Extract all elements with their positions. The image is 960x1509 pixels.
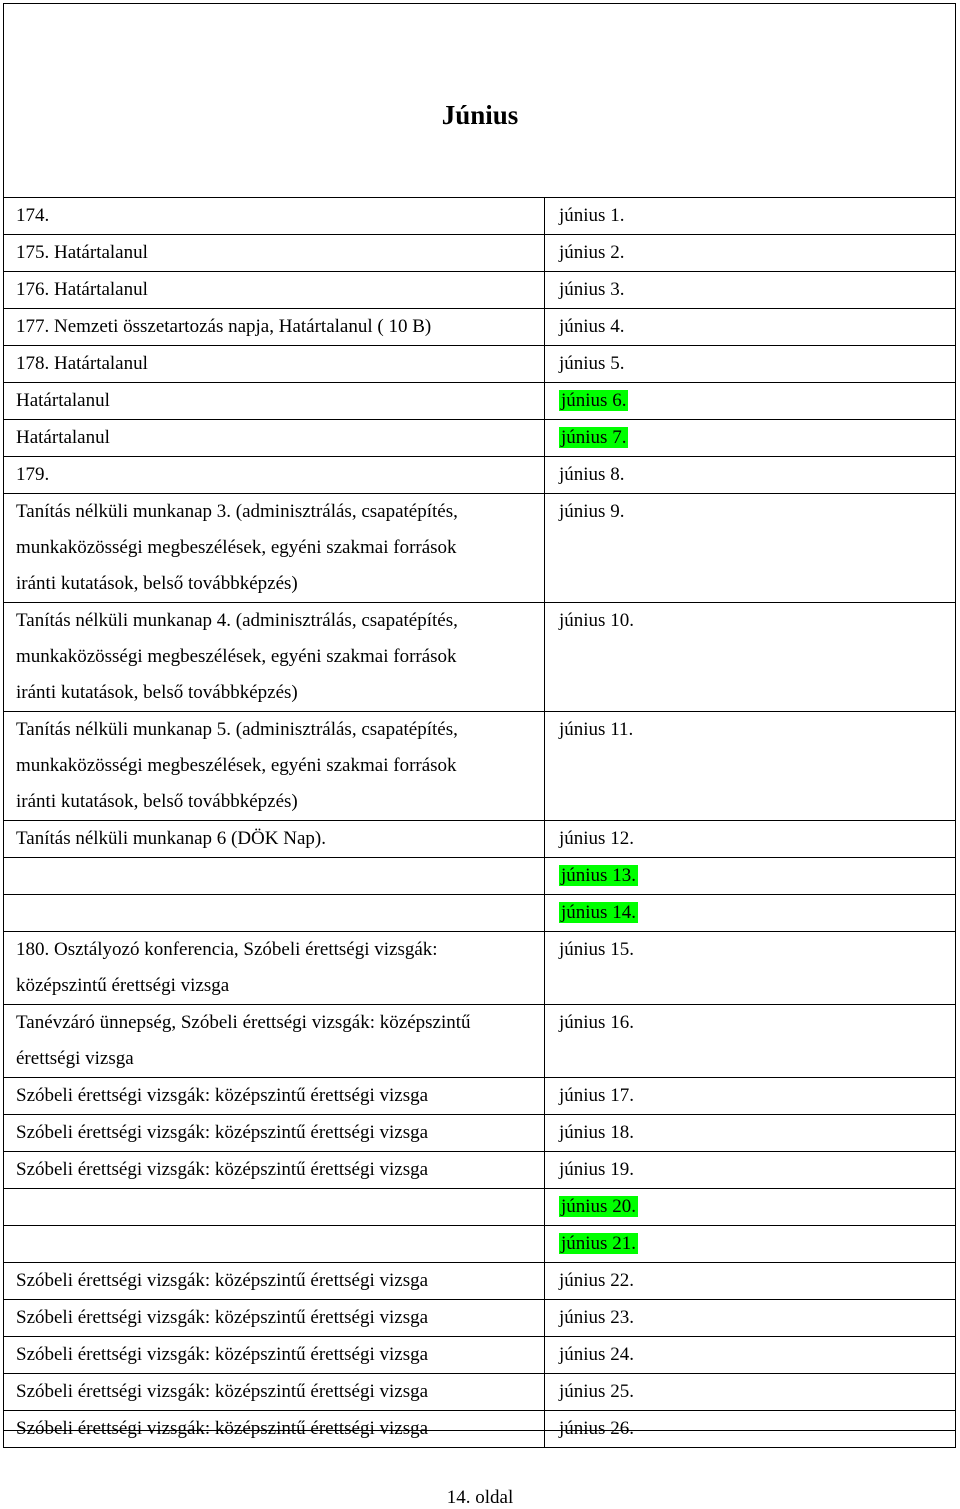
event-description-line: Szóbeli érettségi vizsgák: középszintű érettségi vizsga (16, 1159, 429, 1180)
date-cell (545, 1152, 956, 1189)
date-cell (545, 895, 956, 932)
table-row (4, 1005, 956, 1078)
event-description-line: Szóbeli érettségi vizsgák: középszintű érettségi vizsga (16, 1122, 429, 1143)
event-description-cell (4, 1005, 545, 1078)
date-cell (545, 821, 956, 858)
date-cell (545, 494, 956, 603)
date-cell (545, 272, 956, 309)
event-description-cell (4, 821, 545, 858)
event-description-line: középszintű érettségi vizsga (16, 975, 230, 996)
event-description-cell (4, 272, 545, 309)
event-description-line: 174. (16, 205, 50, 226)
event-description-cell (4, 1189, 545, 1226)
table-row (4, 1226, 956, 1263)
event-description-cell (4, 346, 545, 383)
date-label-highlighted: június 7. (561, 427, 627, 448)
date-label: június 5. (559, 353, 625, 374)
table-row (4, 1411, 956, 1448)
event-description-line: Határtalanul (16, 390, 110, 411)
event-description-line: iránti kutatások, belső továbbképzés) (16, 682, 298, 703)
date-cell (545, 858, 956, 895)
event-description-line: Szóbeli érettségi vizsgák: középszintű érettségi vizsga (16, 1418, 429, 1439)
table-row (4, 858, 956, 895)
table-row (4, 821, 956, 858)
table-row (4, 235, 956, 272)
calendar-table (3, 197, 956, 1448)
table-row (4, 420, 956, 457)
event-description-cell (4, 1411, 545, 1448)
event-description-cell (4, 1226, 545, 1263)
date-label-highlighted: június 20. (561, 1196, 636, 1217)
date-cell (545, 1300, 956, 1337)
event-description-line (16, 1189, 544, 1225)
date-label-highlighted: június 14. (561, 902, 636, 923)
date-cell (545, 1115, 956, 1152)
date-cell (545, 1189, 956, 1226)
event-description-line (16, 1226, 544, 1262)
event-description-line: Szóbeli érettségi vizsgák: középszintű érettségi vizsga (16, 1381, 429, 1402)
date-cell (545, 420, 956, 457)
event-description-cell (4, 420, 545, 457)
date-cell (545, 309, 956, 346)
table-row (4, 494, 956, 603)
date-label: június 10. (559, 610, 634, 631)
event-description-line: 180. Osztályozó konferencia, Szóbeli érettségi vizsgák: (16, 939, 438, 960)
event-description-line: Tanévzáró ünnepség, Szóbeli érettségi vizsgák: középszintű (16, 1012, 471, 1033)
date-cell (545, 198, 956, 235)
date-label: június 12. (559, 828, 634, 849)
table-row (4, 1189, 956, 1226)
table-row (4, 603, 956, 712)
date-cell (545, 1411, 956, 1448)
date-cell (545, 1374, 956, 1411)
table-row (4, 1152, 956, 1189)
event-description-line: Szóbeli érettségi vizsgák: középszintű érettségi vizsga (16, 1307, 429, 1328)
date-cell (545, 1263, 956, 1300)
event-description-line: Tanítás nélküli munkanap 3. (adminisztrálás, csapatépítés, (16, 501, 458, 522)
event-description-line: Szóbeli érettségi vizsgák: középszintű érettségi vizsga (16, 1270, 429, 1291)
event-description-cell (4, 1337, 545, 1374)
date-label: június 24. (559, 1344, 634, 1365)
event-description-cell (4, 235, 545, 272)
date-cell (545, 346, 956, 383)
table-row (4, 932, 956, 1005)
date-label: június 2. (559, 242, 625, 263)
date-label: június 4. (559, 316, 625, 337)
event-description-cell (4, 457, 545, 494)
table-row (4, 712, 956, 821)
date-label: június 17. (559, 1085, 634, 1106)
table-row (4, 1078, 956, 1115)
date-label: június 8. (559, 464, 625, 485)
date-cell (545, 235, 956, 272)
table-row (4, 895, 956, 932)
event-description-cell (4, 198, 545, 235)
event-description-line: 176. Határtalanul (16, 279, 148, 300)
page-number: 14. oldal (446, 1487, 514, 1508)
date-label: június 16. (559, 1012, 634, 1033)
event-description-line: érettségi vizsga (16, 1048, 134, 1069)
event-description-cell (4, 895, 545, 932)
date-cell (545, 1337, 956, 1374)
table-row (4, 1374, 956, 1411)
date-cell (545, 712, 956, 821)
event-description-cell (4, 932, 545, 1005)
event-description-cell (4, 1115, 545, 1152)
date-label: június 25. (559, 1381, 634, 1402)
event-description-line: iránti kutatások, belső továbbképzés) (16, 573, 298, 594)
table-row (4, 309, 956, 346)
table-row (4, 198, 956, 235)
event-description-cell (4, 494, 545, 603)
date-cell (545, 603, 956, 712)
event-description-cell (4, 383, 545, 420)
date-label: június 26. (559, 1418, 634, 1439)
event-description-line: munkaközösségi megbeszélések, egyéni szakmai források (16, 646, 457, 667)
date-label-highlighted: június 6. (561, 390, 627, 411)
table-row (4, 1337, 956, 1374)
event-description-cell (4, 1374, 545, 1411)
event-description-line: 179. (16, 464, 50, 485)
event-description-cell (4, 858, 545, 895)
event-description-cell (4, 712, 545, 821)
date-cell (545, 383, 956, 420)
date-cell (545, 457, 956, 494)
table-row (4, 1300, 956, 1337)
date-label-highlighted: június 21. (561, 1233, 636, 1254)
date-label: június 22. (559, 1270, 634, 1291)
event-description-line: Tanítás nélküli munkanap 6 (DÖK Nap). (16, 828, 326, 849)
date-label-highlighted: június 13. (561, 865, 636, 886)
event-description-line: Tanítás nélküli munkanap 5. (adminisztrálás, csapatépítés, (16, 719, 458, 740)
table-row (4, 346, 956, 383)
date-label: június 23. (559, 1307, 634, 1328)
date-label: június 19. (559, 1159, 634, 1180)
table-row (4, 1115, 956, 1152)
table-row (4, 1263, 956, 1300)
table-row (4, 457, 956, 494)
event-description-cell (4, 603, 545, 712)
event-description-cell (4, 309, 545, 346)
page-title: Június (441, 100, 519, 130)
event-description-line: 175. Határtalanul (16, 242, 148, 263)
event-description-line: 177. Nemzeti összetartozás napja, Határtalanul ( 10 B) (16, 316, 432, 337)
date-cell (545, 1078, 956, 1115)
date-label: június 11. (559, 719, 634, 740)
table-row (4, 272, 956, 309)
event-description-line: Szóbeli érettségi vizsgák: középszintű érettségi vizsga (16, 1344, 429, 1365)
event-description-line: Szóbeli érettségi vizsgák: középszintű érettségi vizsga (16, 1085, 429, 1106)
date-label: június 18. (559, 1122, 634, 1143)
event-description-cell (4, 1263, 545, 1300)
event-description-line (16, 895, 544, 931)
date-label: június 15. (559, 939, 634, 960)
event-description-line: Tanítás nélküli munkanap 4. (adminisztrálás, csapatépítés, (16, 610, 458, 631)
event-description-line: 178. Határtalanul (16, 353, 148, 374)
event-description-line: munkaközösségi megbeszélések, egyéni szakmai források (16, 755, 457, 776)
date-label: június 9. (559, 501, 625, 522)
event-description-cell (4, 1300, 545, 1337)
date-cell (545, 932, 956, 1005)
table-row (4, 383, 956, 420)
event-description-line: iránti kutatások, belső továbbképzés) (16, 791, 298, 812)
event-description-line: Határtalanul (16, 427, 110, 448)
date-cell (545, 1226, 956, 1263)
event-description-cell (4, 1152, 545, 1189)
date-cell (545, 1005, 956, 1078)
calendar-body (4, 198, 956, 1448)
event-description-line: munkaközösségi megbeszélések, egyéni szakmai források (16, 537, 457, 558)
event-description-line (16, 858, 544, 894)
event-description-cell (4, 1078, 545, 1115)
date-label: június 1. (559, 205, 625, 226)
date-label: június 3. (559, 279, 625, 300)
